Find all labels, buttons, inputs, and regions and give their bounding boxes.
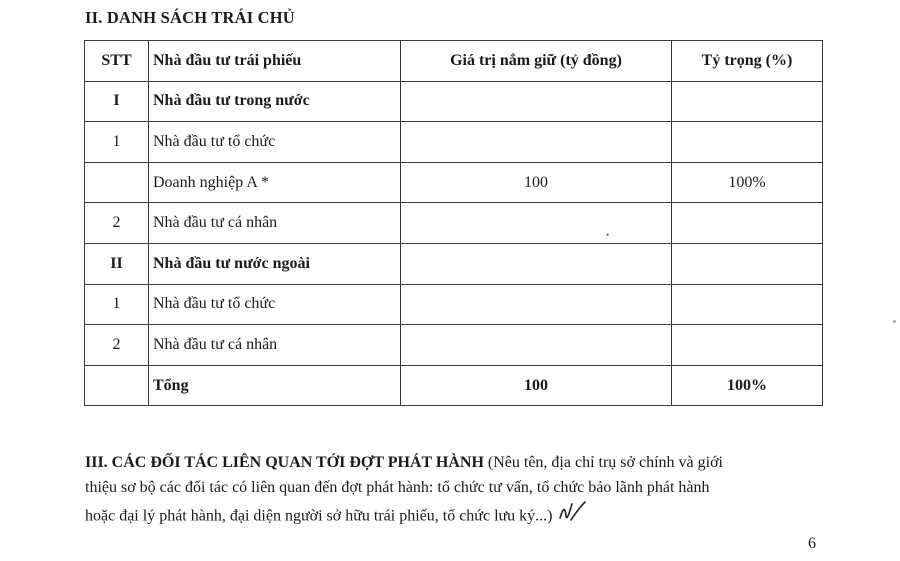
row-value — [401, 81, 672, 122]
row-stt: 1 — [85, 122, 149, 163]
row-value — [401, 122, 672, 163]
table-row-total — [85, 365, 823, 406]
table-row — [85, 325, 823, 366]
partners-line-3 — [85, 500, 825, 534]
scan-edge-mark — [893, 320, 896, 323]
row-value — [401, 284, 672, 325]
row-investor: Tổng — [149, 365, 401, 406]
row-stt: 2 — [85, 203, 149, 244]
table-row — [85, 81, 823, 122]
row-value — [401, 203, 672, 244]
section-partners — [85, 450, 825, 534]
table-row — [85, 203, 823, 244]
partners-text-3: hoặc đại lý phát hành, đại diện người sở hữu trái phiếu, tổ chức lưu ký...) — [85, 507, 553, 525]
row-share — [672, 243, 823, 284]
header-investor: Nhà đầu tư trái phiếu — [149, 41, 401, 82]
table-row — [85, 162, 823, 203]
row-share: 100% — [672, 365, 823, 406]
section-title-bondholders: II. DANH SÁCH TRÁI CHỦ — [85, 8, 295, 27]
partners-line-1 — [85, 450, 825, 475]
header-stt: STT — [85, 41, 149, 82]
row-value: 100 — [401, 162, 672, 203]
row-investor: Doanh nghiệp A * — [149, 162, 401, 203]
row-stt: 1 — [85, 284, 149, 325]
row-investor: Nhà đầu tư cá nhân — [149, 325, 401, 366]
row-investor: Nhà đầu tư nước ngoài — [149, 243, 401, 284]
row-value — [401, 325, 672, 366]
table-header-row — [85, 41, 823, 82]
row-stt — [85, 162, 149, 203]
partners-text-2: thiệu sơ bộ các đối tác có liên quan đến đợt phát hành: tổ chức tư vấn, tổ chức bảo lãnh phát hành — [85, 479, 710, 496]
table-row — [85, 243, 823, 284]
row-share — [672, 325, 823, 366]
row-stt: I — [85, 81, 149, 122]
row-value — [401, 243, 672, 284]
handwritten-initials — [557, 500, 587, 534]
row-stt — [85, 365, 149, 406]
page-number: 6 — [808, 535, 816, 552]
row-investor: Nhà đầu tư tổ chức — [149, 122, 401, 163]
header-share: Tỷ trọng (%) — [672, 41, 823, 82]
row-investor: Nhà đầu tư cá nhân — [149, 203, 401, 244]
row-share — [672, 284, 823, 325]
row-share: 100% — [672, 162, 823, 203]
row-investor: Nhà đầu tư tổ chức — [149, 284, 401, 325]
bondholder-table — [84, 40, 823, 406]
row-share — [672, 203, 823, 244]
section-title-partners: III. CÁC ĐỐI TÁC LIÊN QUAN TỚI ĐỢT PHÁT HÀNH — [85, 454, 484, 471]
table-row — [85, 284, 823, 325]
scan-speck: • — [606, 230, 610, 240]
header-holding-value: Giá trị nắm giữ (tỷ đồng) — [401, 41, 672, 82]
table-row — [85, 122, 823, 163]
row-share — [672, 122, 823, 163]
row-share — [672, 81, 823, 122]
row-stt: 2 — [85, 325, 149, 366]
row-value: 100 — [401, 365, 672, 406]
row-stt: II — [85, 243, 149, 284]
row-investor: Nhà đầu tư trong nước — [149, 81, 401, 122]
partners-text-1: (Nêu tên, địa chỉ trụ sở chính và giới — [483, 454, 723, 471]
